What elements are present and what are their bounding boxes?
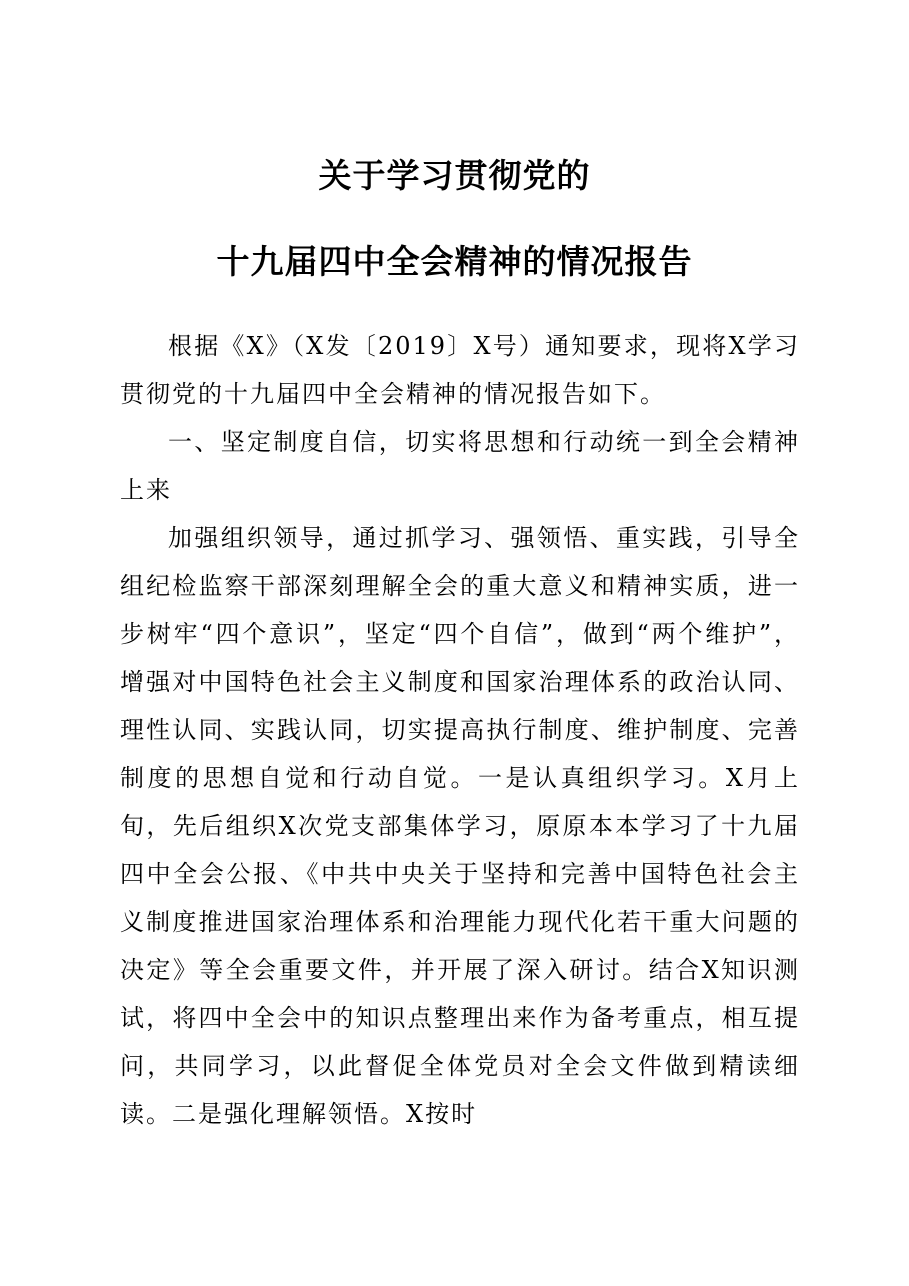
section-heading-1: 一、坚定制度自信，切实将思想和行动统一到全会精神上来 <box>120 428 800 504</box>
document-body <box>120 322 800 1138</box>
document-title-line-1: 关于学习贯彻党的 <box>318 156 591 195</box>
document-title-line-2: 十九届四中全会精神的情况报告 <box>216 242 693 281</box>
paragraph-section-1-body: 加强组织领导，通过抓学习、强领悟、重实践，引导全组纪检监察干部深刻理解全会的重大意义和精神实质，进一步树牢“四个意识”，坚定“四个自信”，做到“两个维护”，增强对中国特色社会主义制度和国家治理体系的政治认同、理性认同、实践认同，切实提高执行制度、维护制度、完善制度的思想自觉和行动自觉。一是认真组织学习。X月上旬，先后组织X次党支部集体学习，原原本本学习了十九届四中全会公报、《中共中央关于坚持和完善中国特色社会主义制度推进国家治理体系和治理能力现代化若干重大问题的决定》等全会重要文件，并开展了深入研讨。结合X知识测试，将四中全会中的知识点整理出来作为备考重点，相互提问，共同学习，以此督促全体党员对全会文件做到精读细读。二是强化理解领悟。X按时 <box>120 524 800 1128</box>
paragraph-intro: 根据《X》（X发〔2019〕X号）通知要求，现将X学习贯彻党的十九届四中全会精神的情况报告如下。 <box>120 332 800 408</box>
